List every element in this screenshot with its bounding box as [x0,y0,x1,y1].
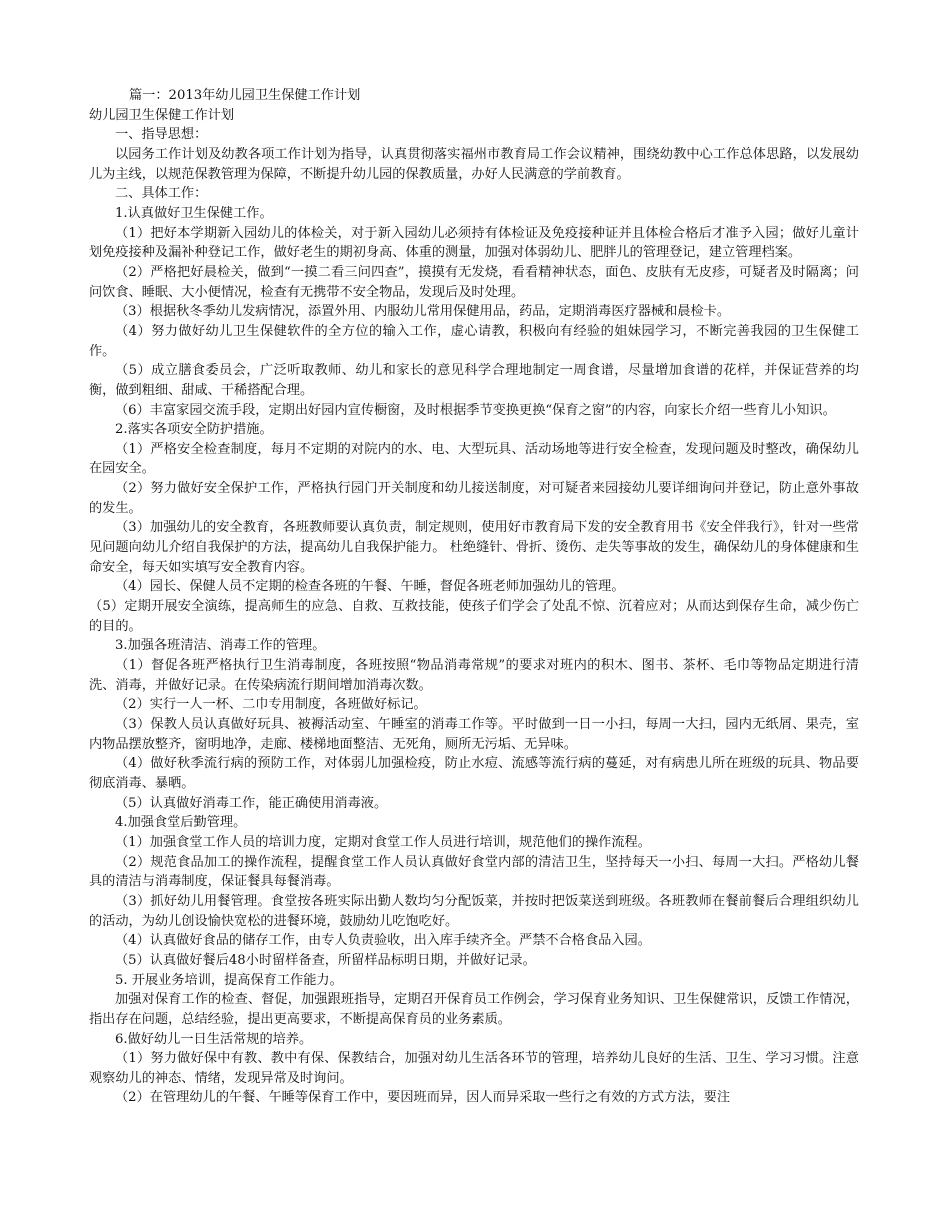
paragraph: （2）实行一人一杯、二巾专用制度，各班做好标记。 [115,697,427,713]
subsection-heading: 2.落实各项安全防护措施。 [115,422,273,438]
paragraph: （4）努力做好幼儿卫生保健软件的全方位的输入工作，虚心请教，积极向有经验的姐妹园学习，不断完善我园的卫生保健工作。 [89,323,859,359]
subsection-heading: 3.加强各班清洁、消毒工作的管理。 [115,638,326,654]
subsection-heading: 6.做好幼儿一日生活常规的培养。 [115,1031,313,1047]
subsection-heading: 5. 开展业务培训，提高保育工作能力。 [115,972,343,988]
paragraph: 加强对保育工作的检查、督促，加强跟班指导，定期召开保育员工作例会，学习保育业务知识、卫生保健常识，反馈工作情况，指出存在问题，总结经验，提出更高要求，不断提高保育员的业务素质。 [89,992,859,1027]
paragraph: （5）认真做好消毒工作，能正确使用消毒液。 [115,795,388,811]
paragraph: （1）把好本学期新入园幼儿的体检关，对于新入园幼儿必须持有体检证及免疫接种证并且体检合格后才准予入园；做好儿童计划免疫接种及漏补种登记工作，做好老生的期初身高、体重的测量，加强对体弱幼儿、肥胖儿的管理登记，建立管理档案。 [89,225,859,261]
paragraph: （1）努力做好保中有教、教中有保、保教结合，加强对幼儿生活各环节的管理，培养幼儿良好的生活、卫生、学习习惯。注意观察幼儿的神态、情绪，发现异常及时询问。 [89,1051,859,1086]
paragraph: （3）保教人员认真做好玩具、被褥活动室、午睡室的消毒工作等。平时做到一日一小扫，每周一大扫，园内无纸屑、果壳，室内物品摆放整齐，窗明地净，走廊、楼梯地面整洁、无死角，厕所无污垢、无异味。 [89,717,859,752]
paragraph: （1）加强食堂工作人员的培训力度，定期对食堂工作人员进行培训，规范他们的操作流程。 [115,834,651,850]
document-heading: 篇一：2013年幼儿园卫生保健工作计划 [129,88,361,103]
paragraph: （2）努力做好安全保护工作，严格执行园门开关制度和幼儿接送制度，对可疑者来园接幼儿要详细询问并登记，防止意外事故的发生。 [89,481,859,516]
section-heading: 一、指导思想： [115,127,208,143]
paragraph: （6）丰富家园交流手段，定期出好园内宣传橱窗，及时根据季节变换更换“保育之窗”的内容，向家长介绍一些育儿小知识。 [115,402,836,418]
paragraph: （3）加强幼儿的安全教育，各班教师要认真负责，制定规则，使用好市教育局下发的安全教育用书《安全伴我行》，针对一些常见问题向幼儿介绍自我保护的方法，提高幼儿自我保护能力。 杜绝缝针、骨折、烫伤、走失等事故的发生，确保幼儿的身体健康和生命安全，每天如实填写安全教育内容。 [89,520,859,575]
paragraph: （3）根据秋冬季幼儿发病情况，添置外用、内服幼儿常用保健用品，药品，定期消毒医疗器械和晨检卡。 [115,304,731,320]
paragraph: （5）成立膳食委员会，广泛听取教师、幼儿和家长的意见科学合理地制定一周食谱，尽量增加食谱的花样，并保证营养的均衡，做到粗细、甜咸、干稀搭配合理。 [89,363,859,398]
paragraph: （4）做好秋季流行病的预防工作，对体弱儿加强检疫，防止水痘、流感等流行病的蔓延，对有病患儿所在班级的玩具、物品要彻底消毒、暴晒。 [89,756,859,791]
paragraph: （5）定期开展安全演练，提高师生的应急、自救、互救技能，使孩子们学会了处乱不惊、沉着应对；从而达到保存生命，减少伤亡的目的。 [89,599,859,634]
subsection-heading: 4.加强食堂后勤管理。 [115,815,247,831]
paragraph: （5）认真做好餐后48小时留样备查，所留样品标明日期，并做好记录。 [115,952,536,968]
paragraph: （2）严格把好晨检关，做到“一摸二看三问四查”，摸摸有无发烧，看看精神状态，面色、皮肤有无皮疹，可疑者及时隔离；问问饮食、睡眠、大小便情况，检查有无携带不安全物品，发现后及时处理。 [89,264,859,300]
document-body [89,86,859,1108]
paragraph: （2）在管理幼儿的午餐、午睡等保育工作中，要因班而异，因人而异采取一些行之有效的方式方法，要注 [115,1090,731,1106]
paragraph: （1）督促各班严格执行卫生消毒制度，各班按照“物品消毒常规”的要求对班内的积木、图书、茶杯、毛巾等物品定期进行清洗、消毒，并做好记录。在传染病流行期间增加消毒次数。 [89,658,859,693]
paragraph: （4）认真做好食品的储存工作，由专人负责验收，出入库手续齐全。严禁不合格食品入园。 [115,933,651,949]
document-title: 幼儿园卫生保健工作计划 [89,107,235,123]
subsection-heading: 1.认真做好卫生保健工作。 [115,205,273,221]
section-heading: 二、具体工作： [115,186,208,202]
paragraph: 以园务工作计划及幼教各项工作计划为指导，认真贯彻落实福州市教育局工作会议精神，围绕幼教中心工作总体思路，以发展幼儿为主线，以规范保教管理为保障，不断提升幼儿园的保教质量，办好人民满意的学前教育。 [89,146,859,182]
paragraph: （2）规范食品加工的操作流程，提醒食堂工作人员认真做好食堂内部的清洁卫生，坚持每天一小扫、每周一大扫。严格幼儿餐具的清洁与消毒制度，保证餐具每餐消毒。 [89,854,859,890]
paragraph: （3）抓好幼儿用餐管理。食堂按各班实际出勤人数均匀分配饭菜，并按时把饭菜送到班级。各班教师在餐前餐后合理组织幼儿的活动，为幼儿创设愉快宽松的进餐环境，鼓励幼儿吃饱吃好。 [89,893,859,929]
paragraph: （1）严格安全检查制度，每月不定期的对院内的水、电、大型玩具、活动场地等进行安全检查，发现问题及时整改，确保幼儿在园安全。 [89,441,859,477]
paragraph: （4）园长、保健人员不定期的检查各班的午餐、午睡，督促各班老师加强幼儿的管理。 [115,579,625,595]
